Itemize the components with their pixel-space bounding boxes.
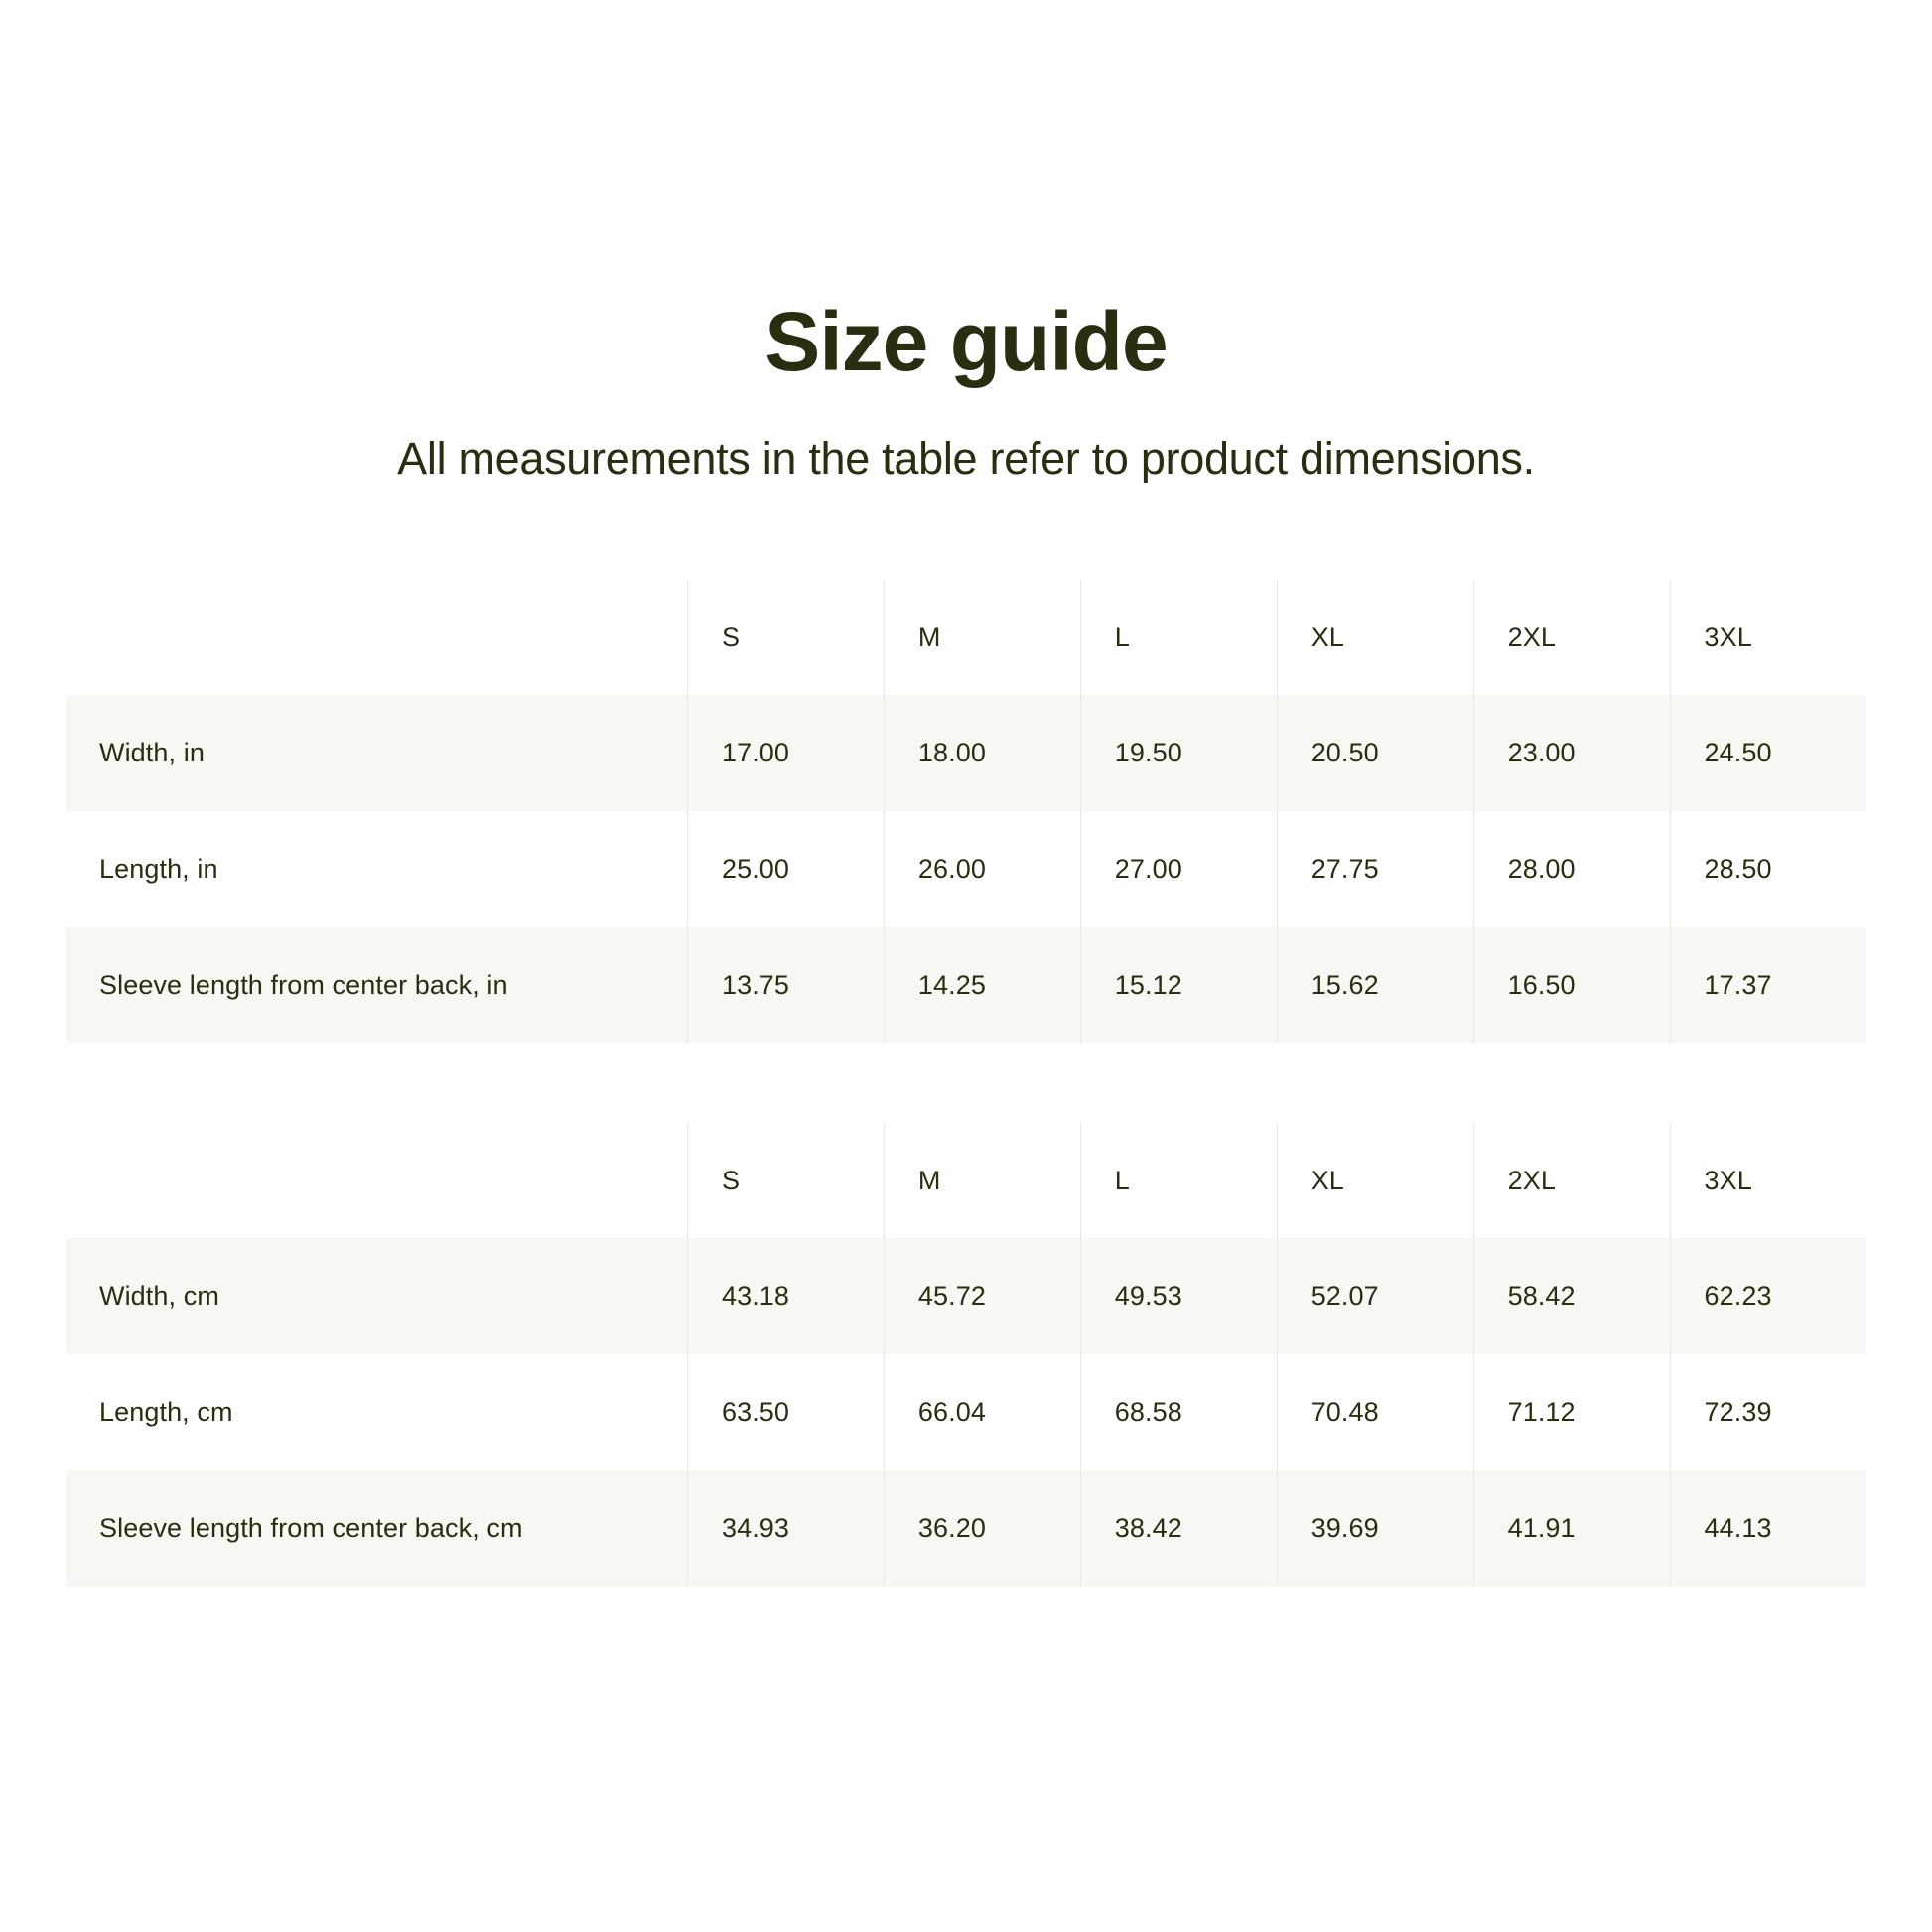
cell-value: 15.12	[1080, 927, 1277, 1043]
cell-value: 34.93	[687, 1470, 884, 1587]
cell-value: 66.04	[884, 1354, 1080, 1470]
cell-value: 27.00	[1080, 811, 1277, 927]
column-header	[66, 580, 687, 695]
row-label: Sleeve length from center back, in	[66, 927, 687, 1043]
cell-value: 38.42	[1080, 1470, 1277, 1587]
row-label: Width, cm	[66, 1238, 687, 1354]
page-subtitle: All measurements in the table refer to product dimensions.	[397, 433, 1535, 484]
column-header: M	[884, 580, 1080, 695]
table-row	[66, 927, 1866, 1043]
column-header: L	[1080, 580, 1277, 695]
column-header: L	[1080, 1123, 1277, 1238]
cell-value: 36.20	[884, 1470, 1080, 1587]
cell-value: 28.50	[1670, 811, 1866, 927]
cell-value: 14.25	[884, 927, 1080, 1043]
column-header: 3XL	[1670, 580, 1866, 695]
cell-value: 17.37	[1670, 927, 1866, 1043]
cell-value: 71.12	[1473, 1354, 1670, 1470]
bottom-spacer	[66, 1587, 1866, 1932]
centimeters-table	[66, 1123, 1866, 1587]
cell-value: 16.50	[1473, 927, 1670, 1043]
cell-value: 44.13	[1670, 1470, 1866, 1587]
cell-value: 68.58	[1080, 1354, 1277, 1470]
table-row	[66, 811, 1866, 927]
cell-value: 20.50	[1277, 695, 1473, 811]
table-header-row	[66, 580, 1866, 695]
column-header: M	[884, 1123, 1080, 1238]
column-header: S	[687, 580, 884, 695]
row-label: Width, in	[66, 695, 687, 811]
table-row	[66, 1354, 1866, 1470]
cell-value: 49.53	[1080, 1238, 1277, 1354]
cell-value: 27.75	[1277, 811, 1473, 927]
cell-value: 39.69	[1277, 1470, 1473, 1587]
inches-table	[66, 580, 1866, 1043]
cell-value: 45.72	[884, 1238, 1080, 1354]
row-label: Length, in	[66, 811, 687, 927]
column-header	[66, 1123, 687, 1238]
cell-value: 18.00	[884, 695, 1080, 811]
cell-value: 17.00	[687, 695, 884, 811]
cell-value: 23.00	[1473, 695, 1670, 811]
cell-value: 70.48	[1277, 1354, 1473, 1470]
cell-value: 63.50	[687, 1354, 884, 1470]
cell-value: 72.39	[1670, 1354, 1866, 1470]
cell-value: 25.00	[687, 811, 884, 927]
cell-value: 43.18	[687, 1238, 884, 1354]
row-label: Sleeve length from center back, cm	[66, 1470, 687, 1587]
table-header-row	[66, 1123, 1866, 1238]
cell-value: 62.23	[1670, 1238, 1866, 1354]
table-row	[66, 1238, 1866, 1354]
column-header: XL	[1277, 580, 1473, 695]
cell-value: 52.07	[1277, 1238, 1473, 1354]
page-title: Size guide	[764, 295, 1168, 388]
column-header: 2XL	[1473, 580, 1670, 695]
table-row	[66, 1470, 1866, 1587]
column-header: S	[687, 1123, 884, 1238]
cell-value: 41.91	[1473, 1470, 1670, 1587]
column-header: XL	[1277, 1123, 1473, 1238]
cell-value: 26.00	[884, 811, 1080, 927]
cell-value: 15.62	[1277, 927, 1473, 1043]
cell-value: 24.50	[1670, 695, 1866, 811]
size-tables	[66, 580, 1866, 1587]
row-label: Length, cm	[66, 1354, 687, 1470]
column-header: 2XL	[1473, 1123, 1670, 1238]
cell-value: 13.75	[687, 927, 884, 1043]
column-header: 3XL	[1670, 1123, 1866, 1238]
table-row	[66, 695, 1866, 811]
cell-value: 28.00	[1473, 811, 1670, 927]
page-header	[66, 0, 1866, 484]
cell-value: 58.42	[1473, 1238, 1670, 1354]
cell-value: 19.50	[1080, 695, 1277, 811]
